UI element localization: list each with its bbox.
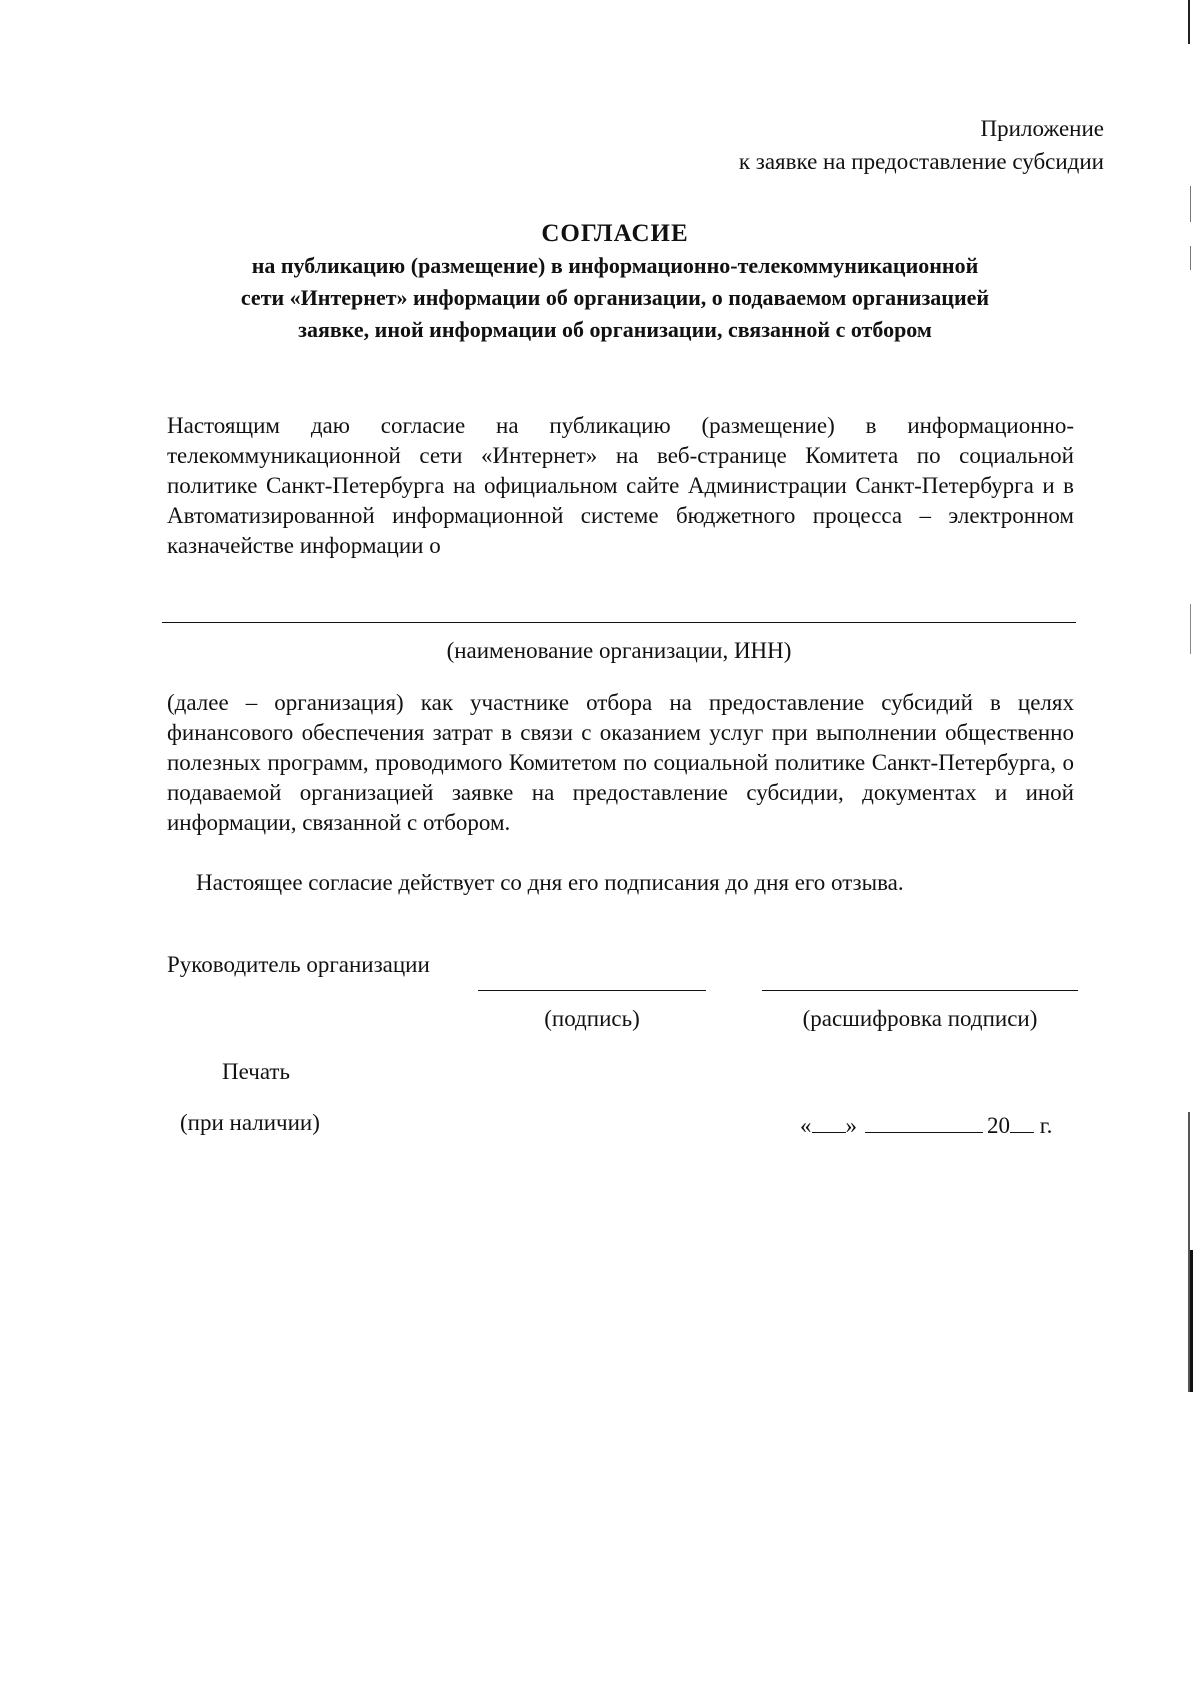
appendix-header xyxy=(739,112,1104,178)
stamp-note: (при наличии) xyxy=(180,1110,320,1135)
scan-edge-mark xyxy=(1190,186,1191,222)
signature-name-caption: (расшифровка подписи) xyxy=(802,1006,1038,1031)
document-title: СОГЛАСИЕ xyxy=(541,220,689,247)
consent-paragraph: Настоящим даю согласие на публикацию (размещение) в информационно-телекоммуникационной сети «Интернет» на веб-странице Комитета по социальной политике Санкт-Петербурга на официальном сайте Администрации Санкт-Петербурга и в Автоматизированной информационной системе бюджетного процесса – электронном казначействе информации о xyxy=(167,413,1074,558)
date-year-prefix: 20 xyxy=(987,1113,1010,1138)
stamp-label: Печать xyxy=(222,1059,290,1084)
head-of-organization-label: Руководитель организации xyxy=(167,952,430,977)
date-year-suffix: г. xyxy=(1039,1113,1053,1138)
appendix-subtitle: к заявке на предоставление субсидии xyxy=(738,149,1104,174)
organization-name-caption: (наименование организации, ИНН) xyxy=(446,638,792,663)
document-subtitle-line-2: сети «Интернет» информации об организации, о подаваемом организацией xyxy=(240,285,990,310)
date-year-field[interactable] xyxy=(1010,1108,1034,1133)
scan-edge-mark xyxy=(1190,1250,1193,1392)
appendix-title: Приложение xyxy=(980,116,1104,141)
signature-field[interactable] xyxy=(478,990,706,991)
document-subtitle-line-1: на публикацию (размещение) в информационно-телекоммуникационной xyxy=(251,253,979,278)
scan-edge-mark xyxy=(1188,0,1190,44)
date-line xyxy=(800,1108,1052,1141)
signature-caption: (подпись) xyxy=(544,1006,640,1031)
scan-edge-mark xyxy=(1190,246,1191,270)
participant-paragraph: (далее – организация) как участнике отбора на предоставление субсидий в целях финансового обеспечения затрат в связи с оказанием услуг при выполнении общественно полезных программ, проводимого Комитетом по социальной политике Санкт-Петербурга, о подаваемой организацией заявке на предоставление субсидии, документах и иной информации, связанной с отбором. xyxy=(167,690,1074,835)
date-month-field[interactable] xyxy=(865,1108,983,1133)
date-open-quote: « xyxy=(800,1113,812,1138)
document-title-block xyxy=(150,218,1080,346)
signature-name-field[interactable] xyxy=(762,990,1078,991)
date-day-field[interactable] xyxy=(812,1108,846,1133)
organization-name-field[interactable] xyxy=(162,622,1076,623)
date-close-quote: » xyxy=(845,1113,857,1138)
document-subtitle-line-3: заявке, иной информации об организации, связанной с отбором xyxy=(298,317,932,342)
scan-edge-mark xyxy=(1190,604,1191,654)
validity-paragraph: Настоящее согласие действует со дня его подписания до дня его отзыва. xyxy=(196,870,904,895)
